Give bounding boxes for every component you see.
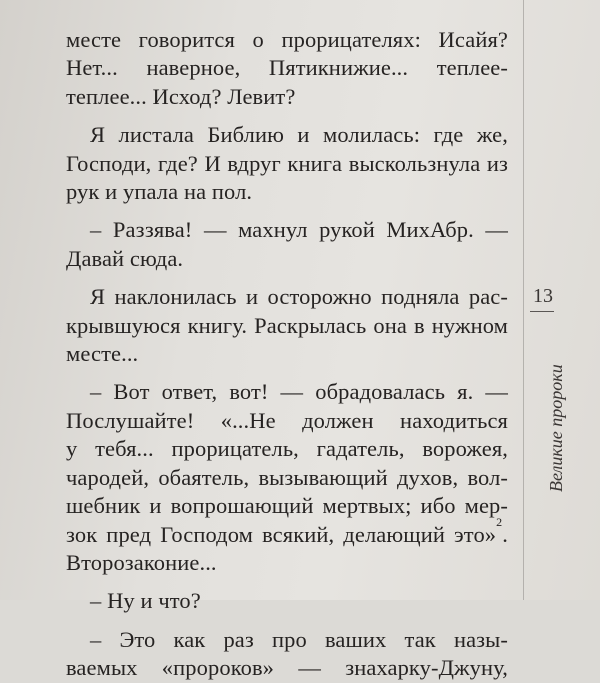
text-line: зок пред Господом всякий, делающий это» bbox=[66, 521, 497, 547]
text-line: Давай сюда. bbox=[66, 245, 184, 271]
text-line: Послушайте! «...Не должен находиться bbox=[66, 407, 508, 433]
text-line: рук и упала на пол. bbox=[66, 179, 253, 205]
page-number: 13 bbox=[533, 285, 553, 307]
margin-divider bbox=[523, 0, 524, 600]
text-line: ваемых «пророков» — знахарку-Джуну, bbox=[66, 655, 508, 681]
paragraph bbox=[66, 587, 508, 615]
paragraph bbox=[66, 26, 508, 111]
body-text bbox=[66, 26, 508, 683]
text-line: месте говорится о прорицателях: Исайя? bbox=[66, 27, 508, 52]
running-head: Великие пророки bbox=[546, 364, 566, 492]
text-line: Нет... наверное, Пятикнижие... теплее- bbox=[66, 55, 508, 81]
paragraph bbox=[66, 378, 508, 577]
text-line: Я листала Библию и молилась: где же, bbox=[90, 122, 508, 148]
text-line: – Вот ответ, вот! — обрадовалась я. — bbox=[90, 379, 508, 405]
text-line: Господи, где? И вдруг книга выскользнула из bbox=[66, 150, 508, 176]
text-line: Второзаконие... bbox=[66, 549, 217, 575]
text-line: Я наклонилась и осторожно подняла рас- bbox=[90, 284, 508, 310]
page-number-rule bbox=[530, 311, 554, 312]
text-line: шебник и вопрошающий мертвых; ибо мер- bbox=[66, 493, 508, 519]
text-line: – Ну и что? bbox=[90, 588, 201, 614]
paragraph bbox=[66, 283, 508, 368]
paragraph bbox=[66, 216, 508, 273]
text-line: крывшуюся книгу. Раскрылась она в нужном bbox=[66, 312, 508, 338]
text-line: теплее... Исход? Левит? bbox=[66, 83, 296, 109]
footnote-mark: 2 bbox=[496, 515, 503, 529]
text-line: чародей, обаятель, вызывающий духов, вол- bbox=[66, 464, 508, 490]
text-line: – Это как раз про ваших так назы- bbox=[90, 626, 508, 652]
text-line: у тебя... прорицатель, гадатель, ворожея, bbox=[66, 436, 508, 462]
paragraph bbox=[66, 121, 508, 206]
paragraph bbox=[66, 626, 508, 683]
text-line-with-footnote: зок пред Господом всякий, делающий это»$^2$. bbox=[66, 515, 508, 547]
text-line: месте... bbox=[66, 341, 139, 367]
text-line: – Раззява! — махнул рукой МихАбр. — bbox=[90, 217, 508, 243]
